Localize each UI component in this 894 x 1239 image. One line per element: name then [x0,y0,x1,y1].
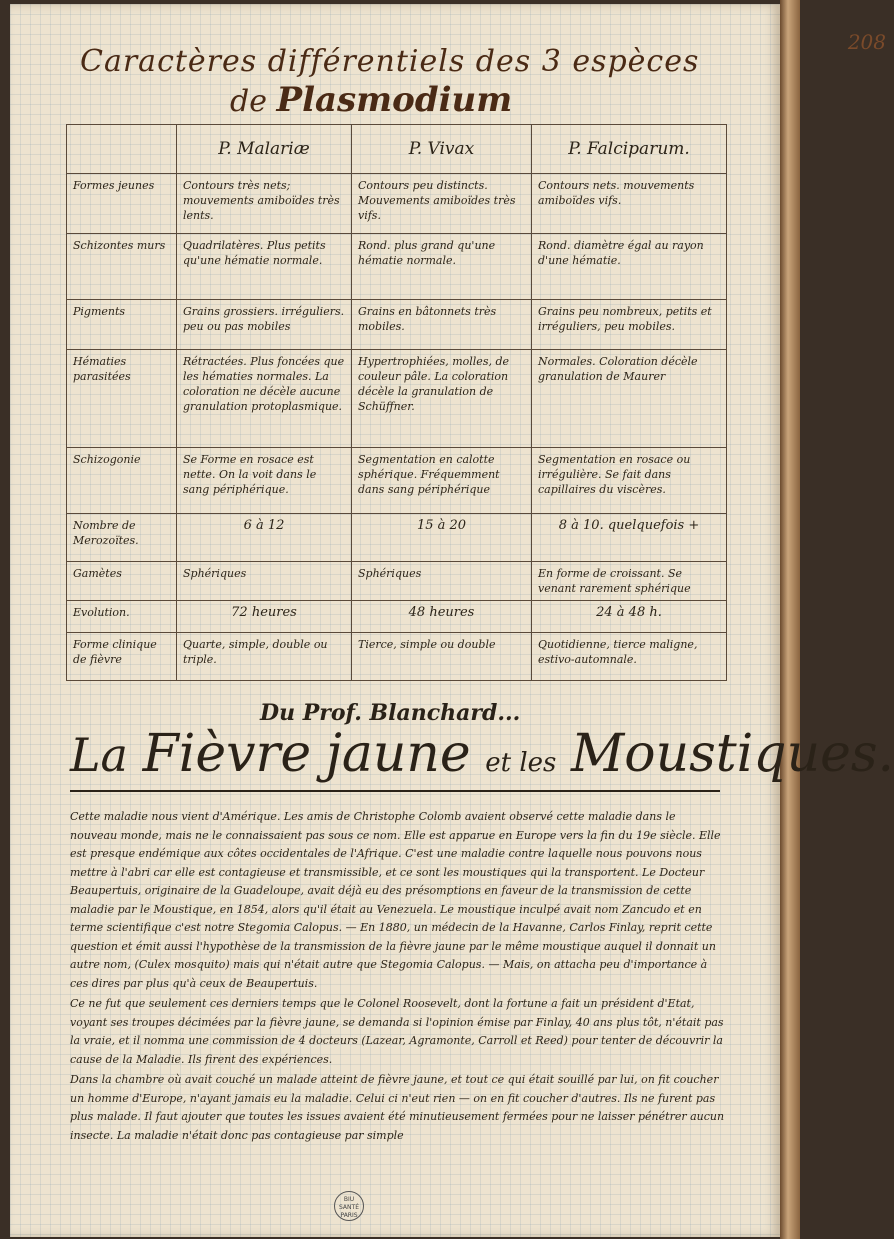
table-cell: Tierce, simple ou double [352,633,532,681]
row-label: Schizogonie [67,448,177,514]
table-cell: 15 à 20 [352,514,532,562]
headline-jaune: jaune [325,724,471,784]
book-spine [780,0,800,1239]
table-cell: Quadrilatères. Plus petits qu'une hématie normale. [177,234,352,300]
page-number: 208 [847,30,886,54]
paragraph: Ce ne fut que seulement ces derniers temps que le Colonel Roosevelt, dont la fortune a fait un président d'Etat, voyant ses troupes décimées par la fièvre jaune, se demanda si l'opinion émise par Finlay, 40 ans plus tôt, n'était pas la vraie, et il nomma une commission de 4 docteurs (Lazear, Agramonte, Carroll et Reed) pour tenter de découvrir la cause de la Maladie. Ils firent des expériences. [70,997,724,1066]
row-label: Formes jeunes [67,174,177,234]
table-row [67,448,727,514]
table-cell: 72 heures [177,601,352,633]
table-cell: 8 à 10. quelquefois + [532,514,727,562]
table-row [67,174,727,234]
table-cell: Quotidienne, tierce maligne, estivo-automnale. [532,633,727,681]
table-cell: Rétractées. Plus foncées que les hématies normales. La coloration ne décèle aucune granulation protoplasmique. [177,350,352,448]
headline-et-les: et les [485,748,557,778]
table-cell: Quarte, simple, double ou triple. [177,633,352,681]
table-cell: Sphériques [352,562,532,601]
headline-fievre: Fièvre [142,724,312,784]
table-row [67,350,727,448]
stamp-line: BIU [343,1196,355,1203]
library-stamp [334,1191,364,1221]
table-row [67,562,727,601]
page-title-line2 [230,80,512,120]
table-header-row [67,125,727,174]
table-cell: Grains peu nombreux, petits et irréguliers, peu mobiles. [532,300,727,350]
table-cell: Grains en bâtonnets très mobiles. [352,300,532,350]
stamp-line: PARIS [340,1212,358,1219]
table-cell: 24 à 48 h. [532,601,727,633]
table-cell: Normales. Coloration décèle granulation de Maurer [532,350,727,448]
row-label: Schizontes murs [67,234,177,300]
table-cell: 48 heures [352,601,532,633]
table-cell: Contours nets. mouvements amiboïdes vifs. [532,174,727,234]
row-label: Forme clinique de fièvre [67,633,177,681]
row-label: Gamètes [67,562,177,601]
table-cell: Grains grossiers. irréguliers. peu ou pas mobiles [177,300,352,350]
page-title: Caractères différentiels des 3 espèces [80,44,700,79]
table-corner [67,125,177,174]
row-label: Hématies parasitées [67,350,177,448]
section-headline [70,724,894,784]
table-cell: Hypertrophiées, molles, de couleur pâle. La coloration décèle la granulation de Schüffner. [352,350,532,448]
table-cell: Segmentation en rosace ou irrégulière. Se fait dans capillaires du viscères. [532,448,727,514]
table-cell: En forme de croissant. Se venant rarement sphérique [532,562,727,601]
table-row [67,601,727,633]
stamp-line: SANTÉ [339,1204,359,1211]
table-cell: Contours très nets; mouvements amiboïdes très lents. [177,174,352,234]
paragraph: Cette maladie nous vient d'Amérique. Les amis de Christophe Colomb avaient observé cette maladie dans le nouveau monde, mais ne le connaissaient pas sous ce nom. Elle est apparue en Europe vers la fin du 19e siècle. Elle est presque endémique aux côtes occidentales de l'Afrique. C'est une maladie contre laquelle nous pouvons nous mettre à l'abri car elle est contagieuse et transmissible, et ce sont les moustiques qui la transportent. Le Docteur Beaupertuis, originaire de la Guadeloupe, avait déjà eu des présomptions en faveur de la transmission de cette maladie par le Moustique, en 1854, alors qu'il était au Venezuela. Le moustique inculpé avait nom Zancudo et en terme scientifique c'est notre Stegomia Calopus. — En 1880, un médecin de la Havanne, Carlos Finlay, reprit cette question et émit aussi l'hypothèse de la transmission de la fièvre jaune par le même moustique auquel il donnait un autre nom, (Culex mosquito) mais qui n'était autre que Stegomia Calopus. — Mais, on attacha peu d'importance à ces dires par plus qu'à ceux de Beaupertuis. [70,810,721,990]
table-row [67,300,727,350]
row-label: Pigments [67,300,177,350]
table-cell: Contours peu distincts. Mouvements amiboïdes très vifs. [352,174,532,234]
table-row [67,514,727,562]
table-cell: 6 à 12 [177,514,352,562]
title-prefix: de [230,84,267,119]
species-comparison-table [66,124,727,681]
column-header: P. Falciparum. [532,125,727,174]
table-cell: Rond. plus grand qu'une hématie normale. [352,234,532,300]
headline-underline [70,790,720,792]
row-label: Nombre de Merozoïtes. [67,514,177,562]
headline-la: La [70,728,128,782]
table-row [67,234,727,300]
table-cell: Se Forme en rosace est nette. On la voit dans le sang périphérique. [177,448,352,514]
paragraph: Dans la chambre où avait couché un malade atteint de fièvre jaune, et tout ce qui était souillé par lui, on fit coucher un homme d'Europe, n'ayant jamais eu la maladie. Celui ci n'eut rien — on en fit coucher d'autres. Ils ne furent pas plus malade. Il faut ajouter que toutes les issues avaient été minutieusement fermées pour ne laisser pénétrer aucun insecte. La maladie n'était donc pas contagieuse par simple [70,1073,725,1142]
headline-moustiques: Moustiques. [571,724,894,784]
column-header: P. Vivax [352,125,532,174]
section-attribution: Du Prof. Blanchard... [260,700,521,726]
table-row [67,633,727,681]
column-header: P. Malariæ [177,125,352,174]
table-cell: Sphériques [177,562,352,601]
title-plasmodium: Plasmodium [276,80,513,120]
table-cell: Segmentation en calotte sphérique. Fréquemment dans sang périphérique [352,448,532,514]
table-cell: Rond. diamètre égal au rayon d'une hématie. [532,234,727,300]
row-label: Evolution. [67,601,177,633]
body-text [70,808,725,1147]
